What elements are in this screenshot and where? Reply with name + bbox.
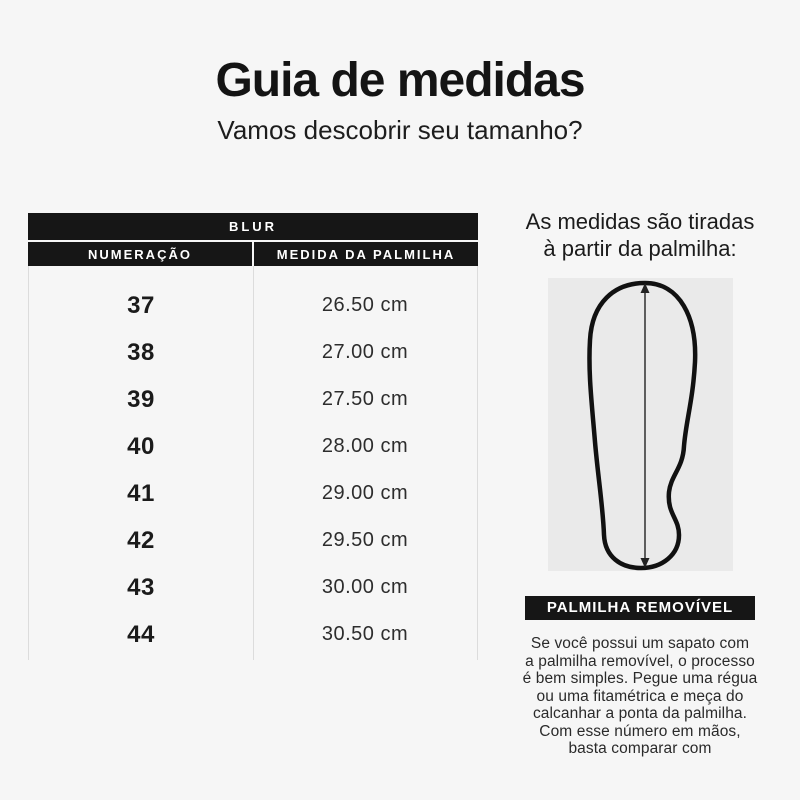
page-header (0, 54, 800, 146)
size-value: 42 (127, 526, 155, 554)
removable-insole-badge: PALMILHA REMOVÍVEL (525, 596, 755, 620)
size-value: 43 (127, 573, 155, 601)
measurement-note: As medidas são tiradas à partir da palmilha: (525, 209, 755, 261)
insole-diagram (548, 278, 733, 571)
column-header-numeracao: NUMERAÇÃO (28, 242, 252, 266)
table-row (29, 611, 477, 658)
instructions-text: Se você possui um sapato com a palmilha removível, o processo é bem simples. Pegue uma régua ou uma fitamétrica e meça do calcanhar a ponta da palmilha. Com esse número em mãos, basta comparar com (522, 635, 758, 757)
table-row (29, 282, 477, 329)
table-row (29, 517, 477, 564)
insole-length-value: 29.00 cm (321, 482, 409, 504)
table-row (29, 564, 477, 611)
table-column-headers (28, 242, 478, 266)
insole-length-value: 29.50 cm (321, 529, 409, 551)
table-row (29, 470, 477, 517)
insole-length-value: 27.50 cm (321, 388, 409, 410)
insole-length-value: 27.00 cm (321, 341, 409, 363)
insole-length-value: 26.50 cm (321, 294, 409, 316)
page-subtitle: Vamos descobrir seu tamanho? (217, 115, 583, 145)
insole-length-value: 30.50 cm (321, 623, 409, 645)
table-brand-header: BLUR (28, 213, 478, 240)
insole-length-value: 30.00 cm (321, 576, 409, 598)
size-value: 37 (127, 291, 155, 319)
size-value: 38 (127, 338, 155, 366)
insole-outline (589, 283, 695, 568)
insole-length-value: 28.00 cm (321, 435, 409, 457)
size-value: 44 (127, 620, 155, 648)
measurement-panel (495, 208, 785, 758)
column-header-medida: MEDIDA DA PALMILHA (254, 242, 478, 266)
size-value: 40 (127, 432, 155, 460)
measure-arrow-icon (640, 283, 649, 568)
size-value: 41 (127, 479, 155, 507)
size-value: 39 (127, 385, 155, 413)
size-table (28, 213, 478, 660)
table-body (28, 266, 478, 660)
page-title: Guia de medidas (215, 54, 585, 107)
table-row (29, 423, 477, 470)
table-row (29, 329, 477, 376)
table-row (29, 376, 477, 423)
insole-diagram-svg (548, 278, 733, 571)
